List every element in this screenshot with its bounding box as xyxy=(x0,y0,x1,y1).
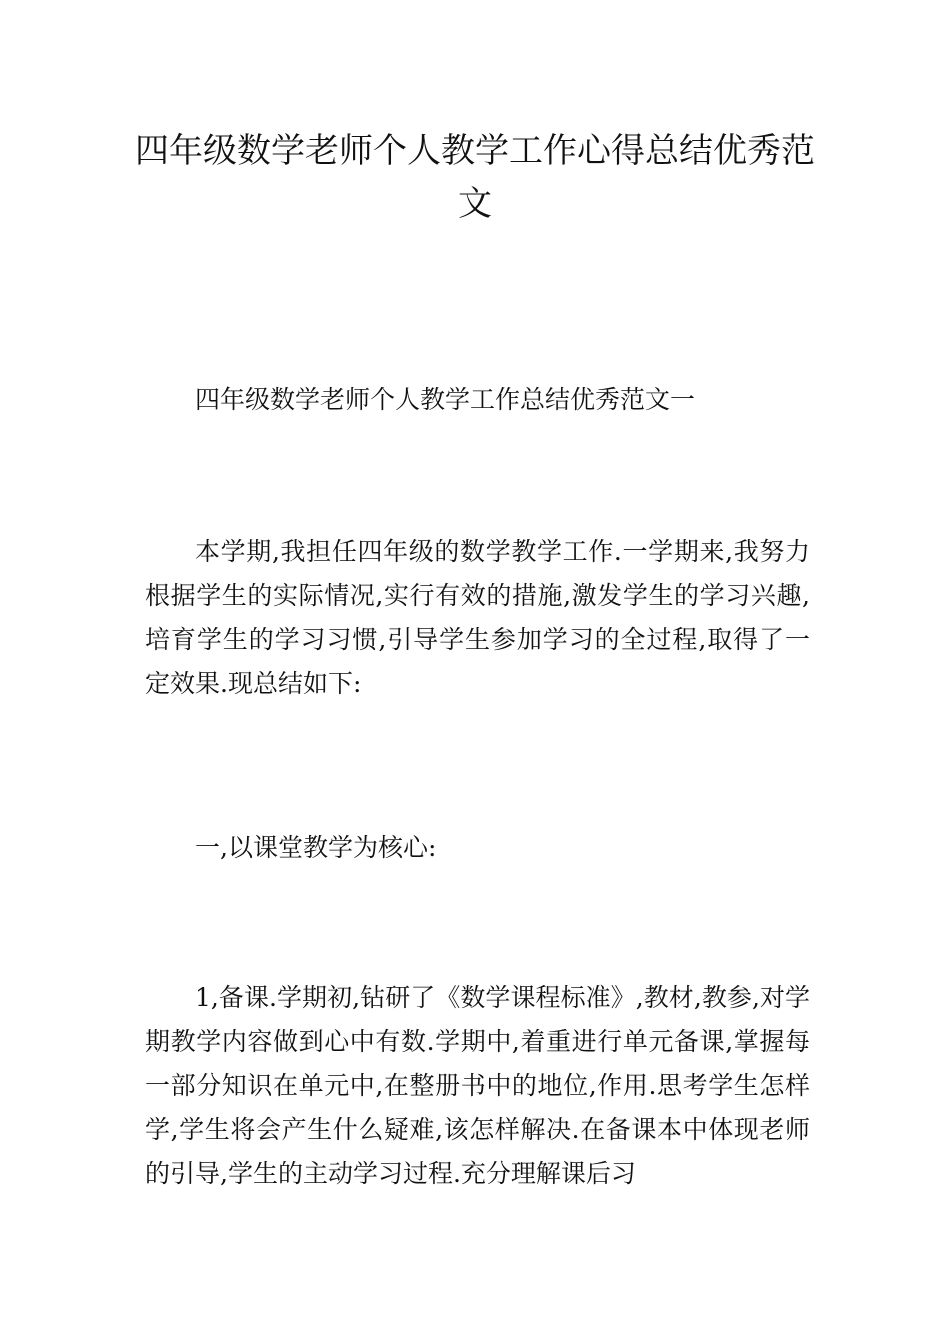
section-heading: 一,以课堂教学为核心: xyxy=(195,833,437,862)
intro-paragraph: 本学期,我担任四年级的数学教学工作.一学期来,我努力根据学生的实际情况,实行有效的措施,激发学生的学习兴趣,培育学生的学习习惯,引导学生参加学习的全过程,取得了一定效果.现总结如下: xyxy=(145,537,810,698)
section-subtitle: 四年级数学老师个人教学工作总结优秀范文一 xyxy=(195,385,696,414)
document-title: 四年级数学老师个人教学工作心得总结优秀范文 xyxy=(135,131,815,224)
lesson-prep-paragraph: 1,备课.学期初,钻研了《数学课程标准》,教材,教参,对学期教学内容做到心中有数.学期中,着重进行单元备课,掌握每一部分知识在单元中,在整册书中的地位,作用.思考学生怎样学,学生将会产生什么疑难,该怎样解决.在备课本中体现老师的引导,学生的主动学习过程.充分理解课后习 xyxy=(145,983,810,1188)
